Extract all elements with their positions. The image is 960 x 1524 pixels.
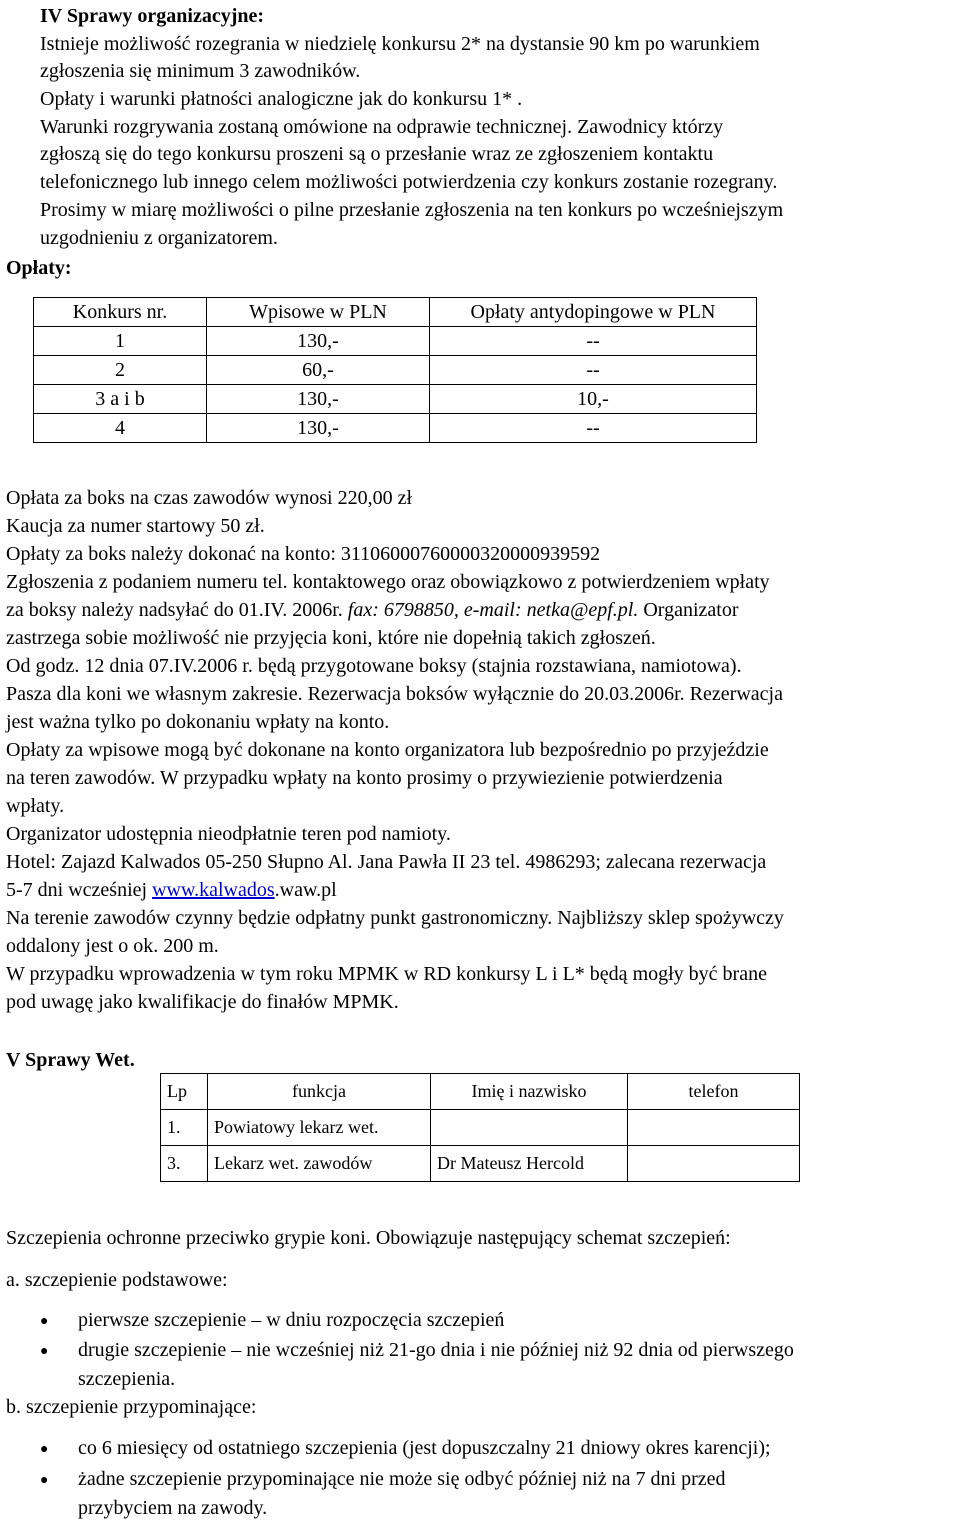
fees-heading: Opłaty: bbox=[6, 257, 72, 279]
bullet-icon: ● bbox=[40, 1344, 49, 1359]
paragraph-line: zgłoszą się do tego konkursu proszeni są o przesłanie wraz ze zgłoszeniem kontaktu bbox=[40, 143, 714, 165]
info-line: Od godz. 12 dnia 07.IV.2006 r. będą przygotowane boksy (stajnia rozstawiana, namiotowa). bbox=[6, 655, 742, 677]
info-line: Opłaty za boks należy dokonać na konto: 31106000760000320000939592 bbox=[6, 543, 601, 565]
table-cell bbox=[628, 1146, 800, 1182]
table-cell: -- bbox=[430, 327, 757, 356]
table-cell: 10,- bbox=[430, 385, 757, 414]
paragraph-line: Istnieje możliwość rozegrania w niedzielę konkursu 2* na dystansie 90 km po warunkiem bbox=[40, 33, 760, 55]
table-row bbox=[161, 1110, 800, 1146]
info-line: Organizator udostępnia nieodpłatnie teren pod namioty. bbox=[6, 823, 451, 845]
table-header-cell: Wpisowe w PLN bbox=[207, 298, 430, 327]
section-iv-heading: IV Sprawy organizacyjne: bbox=[40, 5, 265, 27]
contact-fax-email: fax: 6798850, e-mail: netka@epf.pl. bbox=[347, 599, 639, 621]
table-cell: 4 bbox=[34, 414, 207, 443]
table-header-row bbox=[34, 298, 757, 327]
vet-table bbox=[160, 1073, 800, 1182]
info-line: Opłaty za wpisowe mogą być dokonane na konto organizatora lub bezpośrednio po przyjeździe bbox=[6, 739, 769, 761]
info-text: .waw.pl bbox=[274, 879, 337, 901]
info-line: W przypadku wprowadzenia w tym roku MPMK w RD konkursy L i L* będą mogły być brane bbox=[6, 963, 767, 985]
table-cell: Powiatowy lekarz wet. bbox=[208, 1110, 431, 1146]
info-line: oddalony jest o ok. 200 m. bbox=[6, 935, 219, 957]
info-text: Organizator bbox=[638, 599, 739, 621]
bullet-icon: ● bbox=[40, 1473, 49, 1488]
info-line: Zgłoszenia z podaniem numeru tel. kontaktowego oraz obowiązkowo z potwierdzeniem wpłaty bbox=[6, 571, 770, 593]
table-cell: -- bbox=[430, 356, 757, 385]
paragraph-line: uzgodnieniu z organizatorem. bbox=[40, 227, 278, 249]
table-row bbox=[34, 327, 757, 356]
table-row bbox=[34, 414, 757, 443]
list-item: drugie szczepienie – nie wcześniej niż 21-go dnia i nie później niż 92 dnia od pierwszego bbox=[78, 1339, 794, 1361]
table-header-cell: Konkurs nr. bbox=[34, 298, 207, 327]
table-row bbox=[161, 1146, 800, 1182]
info-line: zastrzega sobie możliwość nie przyjęcia koni, które nie dopełnią takich zgłoszeń. bbox=[6, 627, 656, 649]
info-line: wpłaty. bbox=[6, 795, 65, 817]
paragraph-line: Opłaty i warunki płatności analogiczne jak do konkursu 1* . bbox=[40, 88, 523, 110]
list-item: pierwsze szczepienie – w dniu rozpoczęcia szczepień bbox=[78, 1309, 505, 1331]
table-cell: 2 bbox=[34, 356, 207, 385]
vaccination-intro: Szczepienia ochronne przeciwko grypie koni. Obowiązuje następujący schemat szczepień: bbox=[6, 1227, 731, 1249]
table-cell: 3 a i b bbox=[34, 385, 207, 414]
info-text: za boksy należy nadsyłać do 01.IV. 2006r. bbox=[6, 599, 348, 621]
list-item: co 6 miesięcy od ostatniego szczepienia (jest dopuszczalny 21 dniowy okres karencji); bbox=[78, 1437, 771, 1459]
table-cell bbox=[431, 1110, 628, 1146]
table-cell: Lekarz wet. zawodów bbox=[208, 1146, 431, 1182]
table-header-cell: telefon bbox=[628, 1074, 800, 1110]
info-line bbox=[6, 876, 337, 904]
table-cell: -- bbox=[430, 414, 757, 443]
vaccination-a-label: a. szczepienie podstawowe: bbox=[6, 1269, 228, 1291]
info-line: Kaucja za numer startowy 50 zł. bbox=[6, 515, 265, 537]
table-cell: 60,- bbox=[207, 356, 430, 385]
table-header-cell: Lp bbox=[161, 1074, 208, 1110]
list-item-continuation: szczepienia. bbox=[78, 1368, 176, 1390]
fees-table bbox=[33, 297, 757, 443]
vaccination-b-label: b. szczepienie przypominające: bbox=[6, 1396, 257, 1418]
info-line: pod uwagę jako kwalifikacje do finałów MPMK. bbox=[6, 991, 399, 1013]
bullet-icon: ● bbox=[40, 1442, 49, 1457]
info-line: Hotel: Zajazd Kalwados 05-250 Słupno Al. Jana Pawła II 23 tel. 4986293; zalecana rezerwacja bbox=[6, 851, 767, 873]
paragraph-line: zgłoszenia się minimum 3 zawodników. bbox=[40, 60, 361, 82]
table-cell: 130,- bbox=[207, 414, 430, 443]
table-cell: 3. bbox=[161, 1146, 208, 1182]
table-cell: 1. bbox=[161, 1110, 208, 1146]
table-cell: 130,- bbox=[207, 327, 430, 356]
table-cell bbox=[628, 1110, 800, 1146]
bullet-icon: ● bbox=[40, 1314, 49, 1329]
info-line: jest ważna tylko po dokonaniu wpłaty na konto. bbox=[6, 711, 390, 733]
list-item-continuation: przybyciem na zawody. bbox=[78, 1497, 268, 1519]
paragraph-line: Prosimy w miarę możliwości o pilne przesłanie zgłoszenia na ten konkurs po wcześniejszym bbox=[40, 199, 784, 221]
table-cell: Dr Mateusz Hercold bbox=[431, 1146, 628, 1182]
table-row bbox=[34, 385, 757, 414]
section-v-heading: V Sprawy Wet. bbox=[6, 1049, 135, 1071]
list-item: żadne szczepienie przypominające nie może się odbyć później niż na 7 dni przed bbox=[78, 1468, 726, 1490]
info-line: Na terenie zawodów czynny będzie odpłatny punkt gastronomiczny. Najbliższy sklep spożywczy bbox=[6, 907, 784, 929]
table-cell: 130,- bbox=[207, 385, 430, 414]
info-line bbox=[6, 596, 738, 624]
hotel-website-link[interactable]: www.kalwados bbox=[152, 879, 275, 901]
paragraph-line: Warunki rozgrywania zostaną omówione na odprawie technicznej. Zawodnicy którzy bbox=[40, 116, 724, 138]
info-line: na teren zawodów. W przypadku wpłaty na konto prosimy o przywiezienie potwierdzenia bbox=[6, 767, 723, 789]
table-header-cell: Imię i nazwisko bbox=[431, 1074, 628, 1110]
table-header-cell: funkcja bbox=[208, 1074, 431, 1110]
table-cell: 1 bbox=[34, 327, 207, 356]
table-header-cell: Opłaty antydopingowe w PLN bbox=[430, 298, 757, 327]
info-text: 5-7 dni wcześniej bbox=[6, 879, 153, 901]
info-line: Pasza dla koni we własnym zakresie. Rezerwacja boksów wyłącznie do 20.03.2006r. Rezerwacja bbox=[6, 683, 783, 705]
table-row bbox=[34, 356, 757, 385]
table-header-row bbox=[161, 1074, 800, 1110]
paragraph-line: telefonicznego lub innego celem możliwości potwierdzenia czy konkurs zostanie rozegrany. bbox=[40, 171, 778, 193]
info-line: Opłata za boks na czas zawodów wynosi 220,00 zł bbox=[6, 487, 412, 509]
